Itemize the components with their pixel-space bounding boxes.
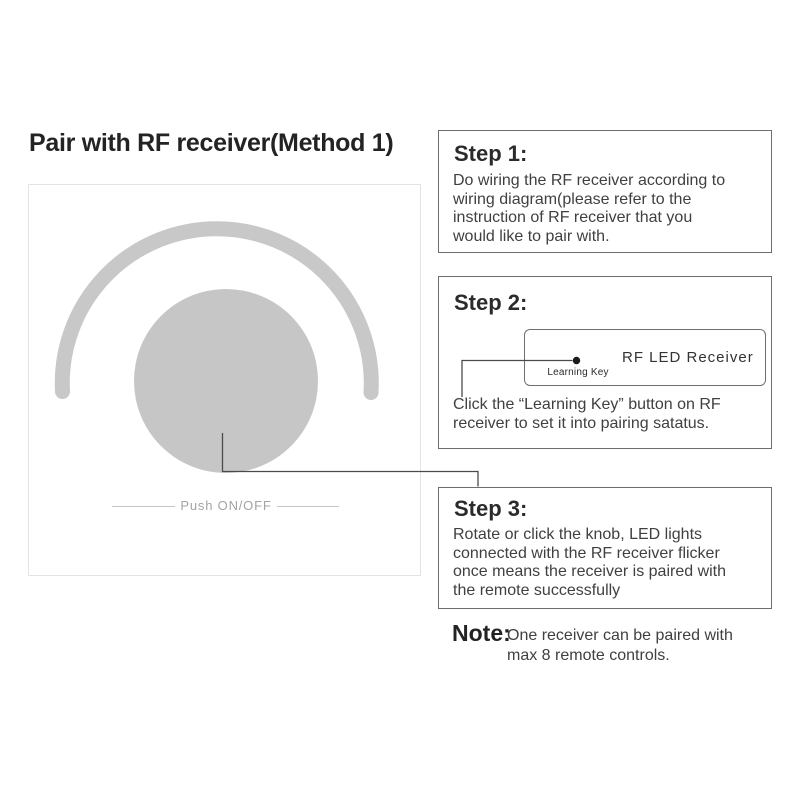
step-3-box bbox=[438, 487, 772, 609]
step-2-body: Click the “Learning Key” button on RF receiver to set it into pairing satatus. bbox=[453, 396, 721, 432]
learning-key-label: Learning Key bbox=[547, 367, 609, 378]
step-1-heading: Step 1: bbox=[454, 141, 528, 166]
step-3-body: Rotate or click the knob, LED lights connected with the RF receiver flicker once means the receiver is paired with the remote successfully bbox=[453, 526, 727, 599]
push-onoff-label: Push ON/OFF bbox=[180, 498, 272, 513]
step-1-body: Do wiring the RF receiver according to wiring diagram(please refer to the instruction of RF receiver that you would like to pair with. bbox=[453, 172, 726, 245]
page-title: Pair with RF receiver(Method 1) bbox=[29, 129, 394, 157]
note-label: Note: bbox=[452, 620, 511, 646]
push-onoff-dash-right bbox=[277, 506, 339, 507]
rf-led-receiver-label: RF LED Receiver bbox=[622, 349, 754, 366]
step-2-box bbox=[438, 276, 772, 449]
rf-receiver-box bbox=[524, 329, 766, 386]
step-1-box bbox=[438, 130, 772, 253]
note-text: One receiver can be paired with max 8 remote controls. bbox=[507, 627, 733, 664]
step-3-heading: Step 3: bbox=[454, 496, 528, 521]
step-2-heading: Step 2: bbox=[454, 290, 528, 315]
knob-illustration-panel bbox=[28, 184, 421, 576]
